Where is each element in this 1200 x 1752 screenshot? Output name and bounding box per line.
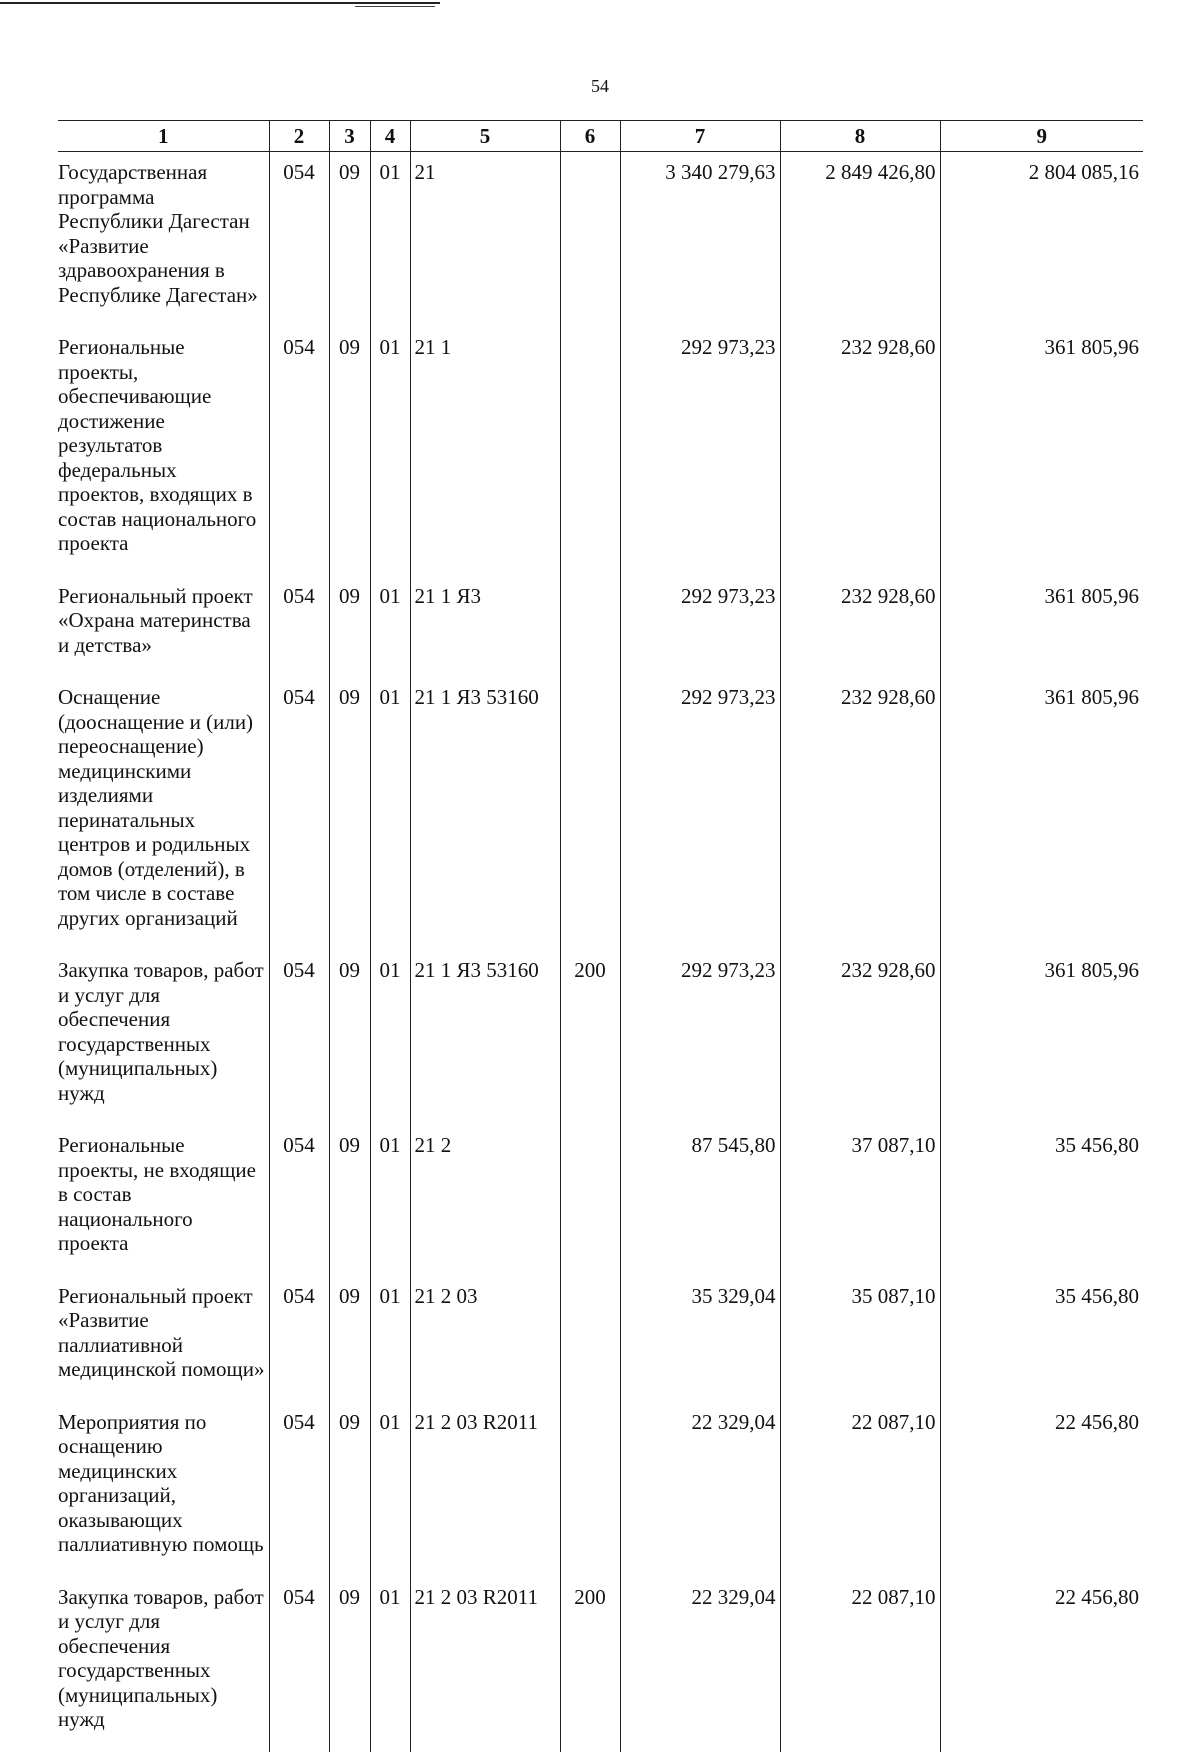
cell-name: Региональные проекты, обеспечивающие достижение результатов федеральных проектов, входящих в состав национального проекта — [58, 327, 269, 576]
cell-amount-col9: 361 805,96 — [940, 327, 1143, 576]
cell-amount-col8: 35 087,10 — [780, 1276, 940, 1402]
cell-section: 09 — [329, 1577, 370, 1752]
budget-table — [58, 120, 1143, 1752]
cell-target-code: 21 1 — [410, 327, 560, 576]
cell-section: 09 — [329, 1125, 370, 1276]
cell-amount-col9: 2 804 085,16 — [940, 152, 1143, 328]
header-col-9: 9 — [940, 121, 1143, 152]
cell-target-code: 21 2 03 R2011 — [410, 1577, 560, 1752]
cell-admin-code: 054 — [269, 1125, 329, 1276]
cell-section: 09 — [329, 327, 370, 576]
cell-admin-code: 054 — [269, 950, 329, 1125]
header-col-1: 1 — [58, 121, 269, 152]
cell-name: Оснащение (дооснащение и (или) переоснащение) медицинскими изделиями перинатальных центров и родильных домов (отделений), в том числе в составе других организаций — [58, 677, 269, 950]
cell-section: 09 — [329, 1402, 370, 1577]
cell-admin-code: 054 — [269, 677, 329, 950]
table-row — [58, 1402, 1143, 1577]
cell-amount-col9: 361 805,96 — [940, 950, 1143, 1125]
cell-amount-col8: 22 087,10 — [780, 1577, 940, 1752]
cell-amount-col7: 292 973,23 — [620, 677, 780, 950]
cell-subsection: 01 — [370, 1577, 410, 1752]
table-row — [58, 1125, 1143, 1276]
header-col-2: 2 — [269, 121, 329, 152]
cell-amount-col7: 35 329,04 — [620, 1276, 780, 1402]
cell-amount-col7: 22 329,04 — [620, 1577, 780, 1752]
cell-subsection: 01 — [370, 576, 410, 678]
cell-target-code: 21 1 Я3 53160 — [410, 677, 560, 950]
table-row — [58, 576, 1143, 678]
header-col-4: 4 — [370, 121, 410, 152]
header-col-7: 7 — [620, 121, 780, 152]
table-row — [58, 152, 1143, 328]
cell-section: 09 — [329, 576, 370, 678]
top-rule — [0, 2, 440, 4]
cell-target-code: 21 — [410, 152, 560, 328]
cell-name: Региональные проекты, не входящие в состав национального проекта — [58, 1125, 269, 1276]
cell-amount-col8: 2 849 426,80 — [780, 152, 940, 328]
cell-amount-col7: 3 340 279,63 — [620, 152, 780, 328]
cell-amount-col7: 292 973,23 — [620, 327, 780, 576]
header-col-5: 5 — [410, 121, 560, 152]
table-header — [58, 121, 1143, 152]
table-row — [58, 1577, 1143, 1752]
cell-expense-type: 200 — [560, 950, 620, 1125]
cell-amount-col7: 87 545,80 — [620, 1125, 780, 1276]
cell-name: Государственная программа Республики Дагестан «Развитие здравоохранения в Республике Дагестан» — [58, 152, 269, 328]
cell-name: Закупка товаров, работ и услуг для обеспечения государственных (муниципальных) нужд — [58, 950, 269, 1125]
cell-amount-col9: 361 805,96 — [940, 677, 1143, 950]
table-body — [58, 152, 1143, 1752]
cell-target-code: 21 2 03 R2011 — [410, 1402, 560, 1577]
top-rule-short — [355, 6, 435, 7]
cell-amount-col8: 22 087,10 — [780, 1402, 940, 1577]
table-row — [58, 1276, 1143, 1402]
table-row — [58, 327, 1143, 576]
cell-target-code: 21 2 — [410, 1125, 560, 1276]
cell-section: 09 — [329, 1276, 370, 1402]
table-row — [58, 950, 1143, 1125]
cell-target-code: 21 1 Я3 53160 — [410, 950, 560, 1125]
cell-amount-col7: 292 973,23 — [620, 576, 780, 678]
cell-expense-type — [560, 1402, 620, 1577]
cell-admin-code: 054 — [269, 1402, 329, 1577]
cell-subsection: 01 — [370, 950, 410, 1125]
cell-admin-code: 054 — [269, 327, 329, 576]
header-col-3: 3 — [329, 121, 370, 152]
cell-expense-type: 200 — [560, 1577, 620, 1752]
cell-target-code: 21 1 Я3 — [410, 576, 560, 678]
table-row — [58, 677, 1143, 950]
cell-name: Мероприятия по оснащению медицинских организаций, оказывающих паллиативную помощь — [58, 1402, 269, 1577]
cell-expense-type — [560, 1125, 620, 1276]
header-col-6: 6 — [560, 121, 620, 152]
cell-admin-code: 054 — [269, 576, 329, 678]
cell-amount-col8: 232 928,60 — [780, 576, 940, 678]
cell-target-code: 21 2 03 — [410, 1276, 560, 1402]
cell-subsection: 01 — [370, 1125, 410, 1276]
cell-subsection: 01 — [370, 152, 410, 328]
cell-name: Региональный проект «Развитие паллиативной медицинской помощи» — [58, 1276, 269, 1402]
header-row — [58, 121, 1143, 152]
cell-subsection: 01 — [370, 1276, 410, 1402]
cell-amount-col9: 22 456,80 — [940, 1577, 1143, 1752]
page-number: 54 — [591, 76, 609, 96]
cell-amount-col9: 35 456,80 — [940, 1125, 1143, 1276]
cell-admin-code: 054 — [269, 152, 329, 328]
cell-amount-col8: 232 928,60 — [780, 950, 940, 1125]
cell-subsection: 01 — [370, 327, 410, 576]
cell-section: 09 — [329, 152, 370, 328]
header-col-8: 8 — [780, 121, 940, 152]
cell-subsection: 01 — [370, 1402, 410, 1577]
cell-amount-col7: 292 973,23 — [620, 950, 780, 1125]
cell-amount-col8: 37 087,10 — [780, 1125, 940, 1276]
cell-amount-col7: 22 329,04 — [620, 1402, 780, 1577]
cell-amount-col8: 232 928,60 — [780, 677, 940, 950]
cell-amount-col9: 361 805,96 — [940, 576, 1143, 678]
cell-amount-col9: 22 456,80 — [940, 1402, 1143, 1577]
cell-expense-type — [560, 576, 620, 678]
cell-section: 09 — [329, 950, 370, 1125]
cell-expense-type — [560, 327, 620, 576]
cell-expense-type — [560, 1276, 620, 1402]
cell-amount-col8: 232 928,60 — [780, 327, 940, 576]
cell-name: Региональный проект «Охрана материнства и детства» — [58, 576, 269, 678]
cell-amount-col9: 35 456,80 — [940, 1276, 1143, 1402]
cell-admin-code: 054 — [269, 1276, 329, 1402]
cell-name: Закупка товаров, работ и услуг для обеспечения государственных (муниципальных) нужд — [58, 1577, 269, 1752]
cell-subsection: 01 — [370, 677, 410, 950]
cell-expense-type — [560, 677, 620, 950]
cell-admin-code: 054 — [269, 1577, 329, 1752]
cell-expense-type — [560, 152, 620, 328]
cell-section: 09 — [329, 677, 370, 950]
